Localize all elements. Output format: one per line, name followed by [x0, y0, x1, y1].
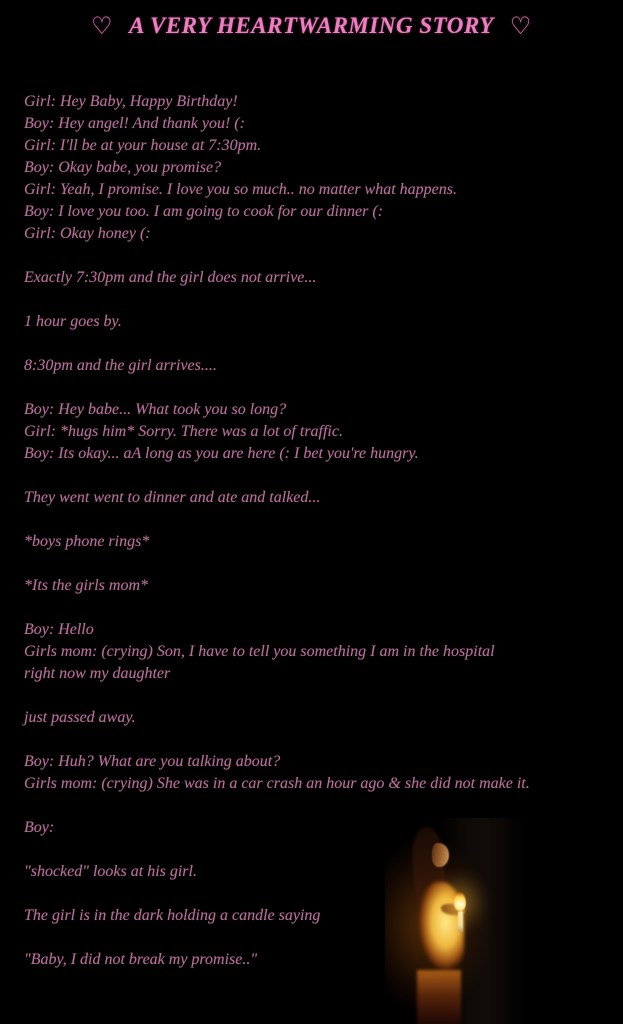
story-line: Girl: I'll be at your house at 7:30pm. — [24, 137, 262, 154]
girl-candle-photo — [385, 818, 623, 1024]
photo-candle-flame — [454, 892, 466, 911]
story-line: The girl is in the dark holding a candle saying — [24, 907, 321, 924]
photo-candle-glow — [385, 818, 555, 1024]
story-paragraph — [24, 575, 584, 597]
story-line: Girl: *hugs him* Sorry. There was a lot of traffic. — [24, 423, 343, 440]
story-line: just passed away. — [24, 709, 136, 726]
story-line: Boy: Huh? What are you talking about? — [24, 753, 281, 770]
story-paragraph — [24, 707, 584, 729]
page-title — [0, 12, 623, 40]
story-line: Boy: Hey babe... What took you so long? — [24, 401, 287, 418]
story-line: Girl: Yeah, I promise. I love you so much.. no matter what happens. — [24, 181, 457, 198]
photo-girl-skirt — [417, 970, 461, 1024]
story-paragraph — [24, 311, 584, 333]
heart-icon: ♡ — [509, 12, 532, 40]
story-line: 1 hour goes by. — [24, 313, 122, 330]
story-paragraph — [24, 355, 584, 377]
photo-candle — [458, 911, 463, 932]
story-paragraph — [24, 619, 584, 685]
story-line: Girl: Okay honey (: — [24, 225, 151, 242]
story-line: They went went to dinner and ate and talked... — [24, 489, 321, 506]
story-line: 8:30pm and the girl arrives.... — [24, 357, 217, 374]
story-paragraph — [24, 91, 584, 245]
story-line: Girl: Hey Baby, Happy Birthday! — [24, 93, 238, 110]
story-line: Boy: Its okay... aA long as you are here (: I bet you're hungry. — [24, 445, 419, 462]
story-line: Boy: Okay babe, you promise? — [24, 159, 222, 176]
heart-icon: ♡ — [91, 12, 114, 40]
story-line: "Baby, I did not break my promise.." — [24, 951, 258, 968]
story-line: Boy: I love you too. I am going to cook for our dinner (: — [24, 203, 384, 220]
story-line: Boy: Hello — [24, 621, 94, 638]
story-line: Girls mom: (crying) Son, I have to tell you something I am in the hospital — [24, 643, 495, 660]
story-paragraph — [24, 487, 584, 509]
story-paragraph — [24, 399, 584, 465]
story-line: right now my daughter — [24, 665, 171, 682]
story-line: "shocked" looks at his girl. — [24, 863, 197, 880]
story-paragraph — [24, 531, 584, 553]
story-line: Boy: — [24, 819, 55, 836]
story-paragraph — [24, 267, 584, 289]
story-line: Boy: Hey angel! And thank you! (: — [24, 115, 245, 132]
title-text: A VERY HEARTWARMING STORY — [129, 13, 494, 38]
story-line: Exactly 7:30pm and the girl does not arrive... — [24, 269, 317, 286]
story-paragraph — [24, 751, 584, 795]
story-line: *Its the girls mom* — [24, 577, 148, 594]
story-line: Girls mom: (crying) She was in a car crash an hour ago & she did not make it. — [24, 775, 530, 792]
story-line: *boys phone rings* — [24, 533, 150, 550]
